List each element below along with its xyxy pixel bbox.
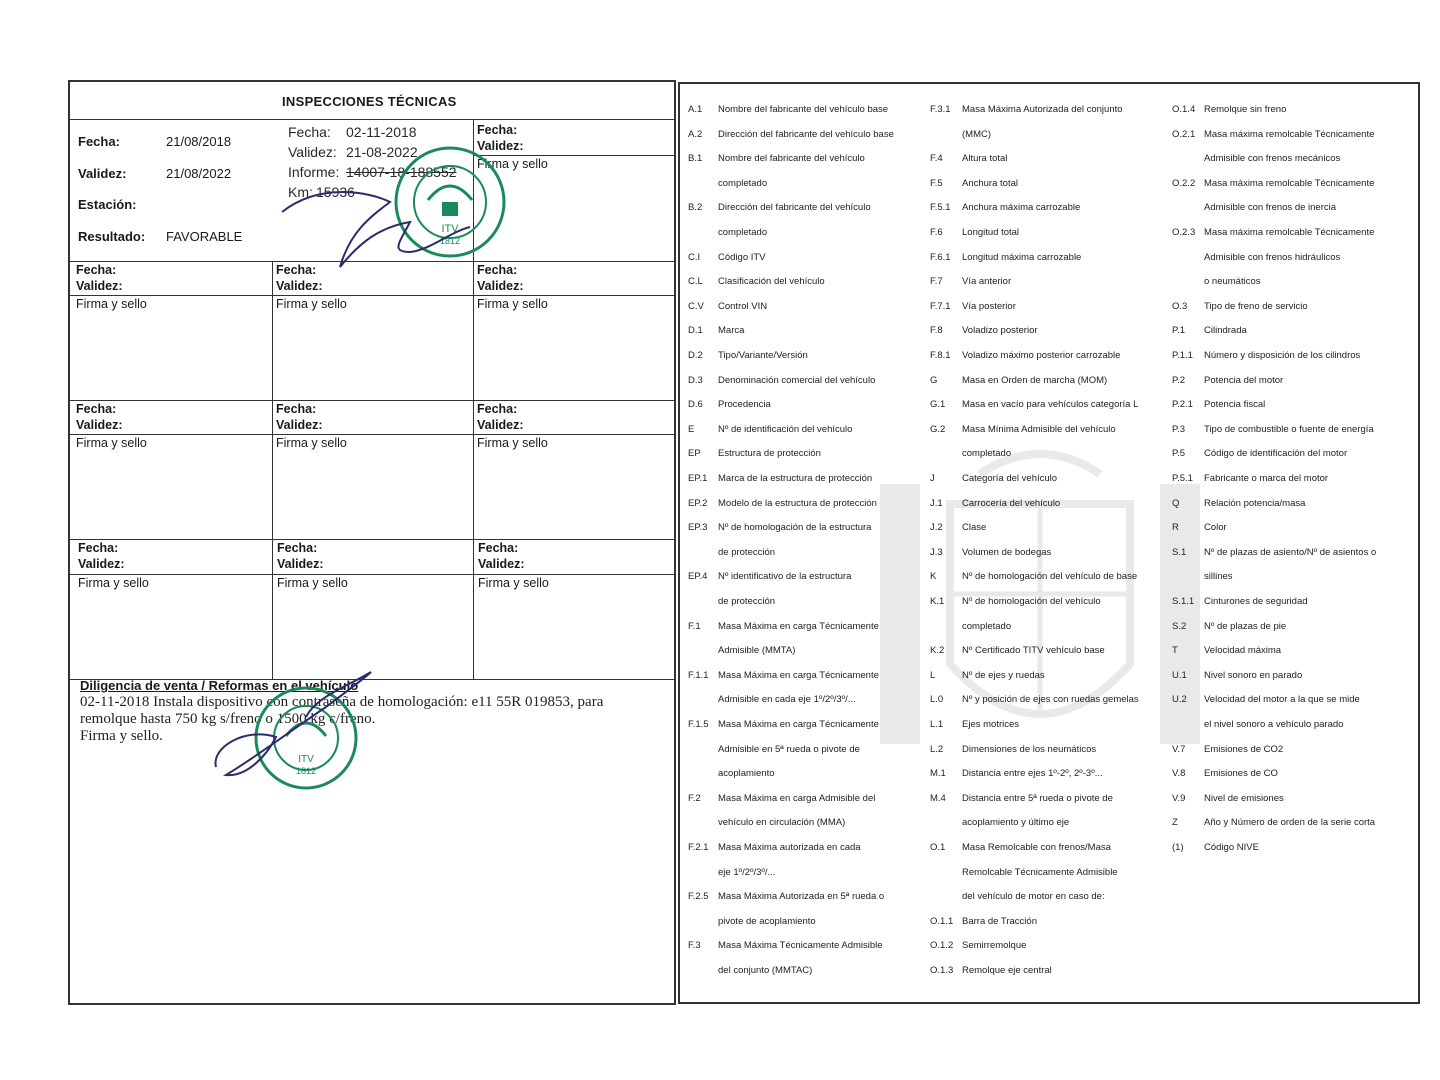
cell-validez-label: Validez: xyxy=(277,557,324,571)
field-code: U.1 xyxy=(1172,669,1187,681)
reformas-line: remolque hasta 750 kg s/freno o 1500 kg c/freno. xyxy=(80,711,376,727)
field-code: K.2 xyxy=(930,645,945,657)
first-fecha-value: 21/08/2018 xyxy=(166,134,232,149)
field-code: C.V xyxy=(688,300,704,312)
cell-firma-label: Firma y sello xyxy=(76,297,147,311)
cell-firma-label: Firma y sello xyxy=(276,297,347,311)
grid-cell xyxy=(78,540,125,572)
field-code: P.2 xyxy=(1172,374,1186,386)
field-code: O.2.2 xyxy=(1172,177,1196,189)
field-description: Admisible con frenos hidráulicos xyxy=(1204,251,1341,263)
divider xyxy=(70,119,674,120)
field-description: Remolque sin freno xyxy=(1204,104,1287,115)
field-description: Tipo/Variante/Versión xyxy=(718,350,808,361)
stamp-text: ITV xyxy=(441,223,459,235)
field-description: Masa Máxima en carga Técnicamente xyxy=(718,669,879,681)
field-description: de protección xyxy=(718,596,776,607)
field-description: Tipo de freno de servicio xyxy=(1204,300,1308,312)
field-code: D.2 xyxy=(688,350,703,361)
field-description: Masa en vacío para vehículos categoría L xyxy=(962,399,1139,411)
second-fecha-value: 02-11-2018 xyxy=(346,124,417,140)
divider xyxy=(70,295,674,296)
cell-firma-label: Firma y sello xyxy=(78,576,149,590)
field-code: P.5.1 xyxy=(1172,473,1193,484)
cell-validez-label: Validez: xyxy=(477,139,524,153)
field-description: Distancia entre ejes 1º-2º, 2º-3º... xyxy=(962,768,1103,780)
grid-cell xyxy=(478,540,525,572)
field-description: eje 1º/2º/3º/... xyxy=(718,866,776,878)
field-description: Cinturones de seguridad xyxy=(1204,596,1308,607)
cell-fecha-label: Fecha: xyxy=(276,263,317,277)
field-code: O.1.3 xyxy=(930,965,954,976)
first-resultado-label: Resultado: xyxy=(78,229,146,244)
grid-cell xyxy=(477,262,524,294)
field-code: M.4 xyxy=(930,792,946,804)
field-description: Fabricante o marca del motor xyxy=(1204,473,1329,484)
field-description: Masa Máxima Técnicamente Admisible xyxy=(718,940,883,952)
grid-cell xyxy=(76,262,123,294)
divider xyxy=(70,434,674,435)
cell-firma-label: Firma y sello xyxy=(276,436,347,450)
field-description: Anchura total xyxy=(962,177,1018,189)
cell-validez-label: Validez: xyxy=(477,279,524,293)
second-km-label: Km: xyxy=(288,184,313,200)
divider xyxy=(272,261,273,679)
cell-fecha-label: Fecha: xyxy=(76,263,117,277)
divider xyxy=(70,539,674,540)
second-fecha-label: Fecha: xyxy=(288,124,331,140)
field-code: G.2 xyxy=(930,423,946,435)
inspections-title: INSPECCIONES TÉCNICAS xyxy=(282,94,457,109)
field-code: F.2.5 xyxy=(688,891,709,903)
field-code: L xyxy=(930,669,936,681)
second-informe-label: Informe: xyxy=(288,164,340,180)
field-code: O.1 xyxy=(930,842,946,853)
field-description: Velocidad máxima xyxy=(1204,645,1282,657)
field-description: Masa Máxima en carga Admisible del xyxy=(718,792,876,804)
field-code: F.8 xyxy=(930,325,943,337)
field-description: Número y disposición de los cilindros xyxy=(1204,350,1361,361)
field-code: G xyxy=(930,374,938,386)
field-code: O.3 xyxy=(1172,300,1188,312)
field-description: Masa Máxima autorizada en cada xyxy=(718,842,861,853)
first-validez-value: 21/08/2022 xyxy=(166,166,232,181)
field-code: Q xyxy=(1172,497,1180,509)
field-description: Nivel sonoro en parado xyxy=(1204,669,1303,681)
first-estacion-label: Estación: xyxy=(78,197,137,212)
field-description: Longitud total xyxy=(962,227,1020,238)
field-description: Relación potencia/masa xyxy=(1204,497,1306,509)
field-description: (MMC) xyxy=(962,128,992,140)
field-code: D.3 xyxy=(688,374,703,386)
field-description: Potencia fiscal xyxy=(1204,399,1266,411)
cell-firma-label: Firma y sello xyxy=(477,157,548,171)
field-description: Barra de Tracción xyxy=(962,915,1037,927)
field-description: Voladizo máximo posterior carrozable xyxy=(962,350,1121,361)
cell-firma-label: Firma y sello xyxy=(477,436,548,450)
cell-firma-label: Firma y sello xyxy=(76,436,147,450)
field-description: Clasificación del vehículo xyxy=(718,276,825,288)
field-description: Vía anterior xyxy=(962,276,1012,288)
field-description: Código ITV xyxy=(718,251,766,263)
field-code: R xyxy=(1172,522,1179,534)
field-description: Nº de homologación del vehículo xyxy=(962,596,1101,607)
divider xyxy=(70,574,674,575)
field-code: D.1 xyxy=(688,325,703,337)
field-code: S.1 xyxy=(1172,546,1187,558)
field-code: J.2 xyxy=(930,522,943,534)
field-description: Masa Máxima Autorizada en 5ª rueda o xyxy=(718,891,885,903)
cell-fecha-label: Fecha: xyxy=(76,402,117,416)
field-code: B.2 xyxy=(688,202,703,214)
field-code: L.1 xyxy=(930,719,944,730)
field-code: EP xyxy=(688,448,701,460)
field-code: C.I xyxy=(688,251,701,263)
field-description: Remolque eje central xyxy=(962,965,1052,976)
field-description: completado xyxy=(718,177,768,189)
field-description: Admisible con frenos mecánicos xyxy=(1204,153,1341,165)
field-code: V.7 xyxy=(1172,743,1186,755)
field-description: acoplamiento xyxy=(718,768,775,780)
field-code: EP.1 xyxy=(688,473,708,484)
field-code: G.1 xyxy=(930,399,946,411)
field-code: F.5.1 xyxy=(930,202,951,214)
signature-icon xyxy=(280,172,480,282)
field-description: Masa Mínima Admisible del vehículo xyxy=(962,423,1116,435)
field-code: F.4 xyxy=(930,153,943,165)
divider xyxy=(70,400,674,401)
field-description: el nivel sonoro a vehículo parado xyxy=(1204,719,1344,730)
field-description: Remolcable Técnicamente Admisible xyxy=(962,866,1118,878)
cell-fecha-label: Fecha: xyxy=(78,541,119,555)
cell-validez-label: Validez: xyxy=(76,418,123,432)
field-code: F.3 xyxy=(688,940,701,952)
field-description: vehículo en circulación (MMA) xyxy=(718,817,846,829)
coat-of-arms-icon xyxy=(860,444,1220,784)
field-description: Masa Máxima en carga Técnicamente xyxy=(718,719,879,730)
field-description: Modelo de la estructura de protección xyxy=(718,497,877,509)
field-description: Dirección del fabricante del vehículo xyxy=(718,202,871,214)
field-description: Masa en Orden de marcha (MOM) xyxy=(962,374,1108,386)
cell-firma-label: Firma y sello xyxy=(277,576,348,590)
field-code: K.1 xyxy=(930,596,945,607)
field-description: del vehículo de motor en caso de: xyxy=(962,891,1105,903)
field-code: P.5 xyxy=(1172,448,1186,460)
field-code: F.1 xyxy=(688,620,701,632)
second-km-value: 15936 xyxy=(316,184,355,200)
field-code: P.1.1 xyxy=(1172,350,1193,361)
cell-validez-label: Validez: xyxy=(276,418,323,432)
field-description: Clase xyxy=(962,522,987,534)
second-informe-value: 14007-18-188552 xyxy=(346,164,457,180)
cell-fecha-label: Fecha: xyxy=(477,123,518,137)
field-description: Color xyxy=(1204,522,1227,534)
field-description: completado xyxy=(718,227,768,238)
field-code: U.2 xyxy=(1172,694,1187,706)
field-code: B.1 xyxy=(688,153,703,165)
field-description: Altura total xyxy=(962,153,1008,165)
field-description: o neumáticos xyxy=(1204,276,1261,288)
field-code: P.3 xyxy=(1172,423,1186,435)
field-code: O.1.2 xyxy=(930,940,954,952)
field-description: de protección xyxy=(718,546,776,558)
first-fecha-label: Fecha: xyxy=(78,134,120,149)
field-description: Cilindrada xyxy=(1204,325,1247,337)
field-code: F.1.5 xyxy=(688,719,709,730)
field-description: Masa Remolcable con frenos/Masa xyxy=(962,842,1111,853)
field-description: Estructura de protección xyxy=(718,448,821,460)
cell-fecha-label: Fecha: xyxy=(277,541,318,555)
field-code: J.3 xyxy=(930,546,943,558)
field-description: Volumen de bodegas xyxy=(962,546,1052,558)
field-code: F.7 xyxy=(930,276,943,288)
field-description: Masa Máxima Autorizada del conjunto xyxy=(962,104,1123,115)
field-code: T xyxy=(1172,645,1178,657)
field-code: L.2 xyxy=(930,743,944,755)
field-description: Código de identificación del motor xyxy=(1204,448,1348,460)
stamp-text: ITV xyxy=(298,754,314,765)
field-code: A.2 xyxy=(688,128,703,140)
field-code: P.1 xyxy=(1172,325,1186,337)
field-code: E xyxy=(688,423,695,435)
field-code: P.2.1 xyxy=(1172,399,1193,411)
field-description: completado xyxy=(962,448,1012,460)
field-code: S.2 xyxy=(1172,620,1187,632)
reformas-line: 02-11-2018 Instala dispositivo con contraseña de homologación: e11 55R 019853, para xyxy=(80,694,604,710)
field-description: Nº y posición de ejes con ruedas gemelas xyxy=(962,694,1139,706)
field-description: Procedencia xyxy=(718,399,771,411)
field-description: Nº de homologación del vehículo de base xyxy=(962,571,1138,583)
cell-fecha-label: Fecha: xyxy=(477,402,518,416)
inspections-panel xyxy=(68,80,676,1005)
field-description: Masa máxima remolcable Técnicamente xyxy=(1204,227,1375,238)
field-code: A.1 xyxy=(688,104,703,115)
field-description: Voladizo posterior xyxy=(962,325,1038,337)
field-code: O.2.3 xyxy=(1172,227,1196,238)
field-description: Nº de identificación del vehículo xyxy=(718,423,853,435)
field-description: Marca de la estructura de protección xyxy=(718,473,873,484)
field-description: Potencia del motor xyxy=(1204,374,1284,386)
field-description: Categoría del vehículo xyxy=(962,473,1058,484)
field-code: (1) xyxy=(1172,842,1184,853)
field-description: del conjunto (MMTAC) xyxy=(718,965,813,976)
field-description: Dirección del fabricante del vehículo base xyxy=(718,128,894,140)
grid-cell xyxy=(76,401,123,433)
reformas-heading: Diligencia de venta / Reformas en el vehículo xyxy=(80,678,359,693)
field-code: EP.3 xyxy=(688,522,708,534)
field-code: S.1.1 xyxy=(1172,596,1195,607)
field-description: Anchura máxima carrozable xyxy=(962,202,1081,214)
field-description: Admisible en 5ª rueda o pivote de xyxy=(718,743,860,755)
cell-validez-label: Validez: xyxy=(76,279,123,293)
field-description: Admisible (MMTA) xyxy=(718,645,796,657)
field-code: O.1.1 xyxy=(930,915,954,927)
field-description: Tipo de combustible o fuente de energía xyxy=(1204,423,1374,435)
cell-firma-label: Firma y sello xyxy=(477,297,548,311)
field-code: F.7.1 xyxy=(930,300,951,312)
field-description: Vía posterior xyxy=(962,300,1016,312)
field-code: F.6 xyxy=(930,227,943,238)
field-code: O.2.1 xyxy=(1172,128,1196,140)
stamp-year: 1812 xyxy=(439,236,461,246)
field-description: completado xyxy=(962,620,1012,632)
field-description: Nº Certificado TITV vehículo base xyxy=(962,645,1105,657)
field-description: Marca xyxy=(718,325,745,337)
cell-firma-label: Firma y sello xyxy=(478,576,549,590)
cell-validez-label: Validez: xyxy=(477,418,524,432)
grid-cell xyxy=(276,401,323,433)
second-validez-value: 21-08-2022 xyxy=(346,144,418,160)
field-description: Masa Máxima en carga Técnicamente xyxy=(718,620,879,632)
divider xyxy=(473,261,474,679)
field-code: EP.4 xyxy=(688,571,708,583)
field-code: J xyxy=(930,473,935,484)
field-code: C.L xyxy=(688,276,703,288)
first-resultado-value: FAVORABLE xyxy=(166,229,243,244)
grid-cell xyxy=(277,540,324,572)
second-validez-label: Validez: xyxy=(288,144,337,160)
field-code: J.1 xyxy=(930,497,943,509)
field-code: M.1 xyxy=(930,768,946,780)
cell-fecha-label: Fecha: xyxy=(477,263,518,277)
field-description: Nivel de emisiones xyxy=(1204,792,1284,804)
field-description: Ejes motrices xyxy=(962,719,1020,730)
field-description: Año y Número de orden de la serie corta xyxy=(1204,817,1376,829)
field-code: F.3.1 xyxy=(930,104,951,115)
field-description: Dimensiones de los neumáticos xyxy=(962,743,1097,755)
signature-icon xyxy=(206,667,376,782)
field-description: Nº identificativo de la estructura xyxy=(718,571,852,583)
field-code: D.6 xyxy=(688,399,703,411)
reformas-line: Firma y sello. xyxy=(80,728,163,744)
cell-validez-label: Validez: xyxy=(276,279,323,293)
field-description: Carrocería del vehículo xyxy=(962,497,1061,509)
field-code: L.0 xyxy=(930,694,944,706)
field-code: F.6.1 xyxy=(930,251,951,263)
field-description: Denominación comercial del vehículo xyxy=(718,374,876,386)
field-description: Distancia entre 5ª rueda o pivote de xyxy=(962,792,1113,804)
field-code: F.2 xyxy=(688,792,701,804)
field-code: F.1.1 xyxy=(688,669,709,681)
field-description: Control VIN xyxy=(718,300,768,312)
field-description: Admisible con frenos de inercia xyxy=(1204,202,1337,214)
first-validez-label: Validez: xyxy=(78,166,127,181)
field-description: Emisiones de CO2 xyxy=(1204,743,1284,755)
field-description: Masa máxima remolcable Técnicamente xyxy=(1204,128,1375,140)
field-code: F.8.1 xyxy=(930,350,951,361)
cell-validez-label: Validez: xyxy=(78,557,125,571)
cell-fecha-label: Fecha: xyxy=(478,541,519,555)
field-description: Emisiones de CO xyxy=(1204,768,1278,780)
field-description: Velocidad del motor a la que se mide xyxy=(1204,694,1360,706)
cell-validez-label: Validez: xyxy=(478,557,525,571)
field-code: V.8 xyxy=(1172,768,1186,780)
field-description: Masa máxima remolcable Técnicamente xyxy=(1204,177,1375,189)
field-description: acoplamiento y último eje xyxy=(962,817,1070,829)
field-description: sillines xyxy=(1204,571,1233,583)
cell-fecha-label: Fecha: xyxy=(276,402,317,416)
field-description: Nº de ejes y ruedas xyxy=(962,669,1045,681)
field-description: pivote de acoplamiento xyxy=(718,915,816,927)
field-description: Admisible en cada eje 1º/2º/3º/... xyxy=(718,694,856,706)
field-code: EP.2 xyxy=(688,497,708,509)
field-code: V.9 xyxy=(1172,792,1186,804)
field-description: Código NIVE xyxy=(1204,842,1259,853)
field-code: Z xyxy=(1172,817,1178,829)
field-description: Longitud máxima carrozable xyxy=(962,251,1082,263)
field-code: O.1.4 xyxy=(1172,104,1196,115)
field-description: Nombre del fabricante del vehículo xyxy=(718,153,865,165)
field-code: F.2.1 xyxy=(688,842,709,853)
stamp-year: 1812 xyxy=(295,766,317,776)
field-codes-panel xyxy=(678,82,1420,1004)
field-code: F.5 xyxy=(930,177,943,189)
field-description: Nº de plazas de asiento/Nº de asientos o xyxy=(1204,546,1377,558)
field-description: Nombre del fabricante del vehículo base xyxy=(718,104,889,115)
field-code: K xyxy=(930,571,937,583)
field-description: Nº de homologación de la estructura xyxy=(718,522,872,534)
field-description: Semirremolque xyxy=(962,940,1027,952)
field-description: Nº de plazas de pie xyxy=(1204,620,1287,632)
grid-cell xyxy=(477,401,524,433)
